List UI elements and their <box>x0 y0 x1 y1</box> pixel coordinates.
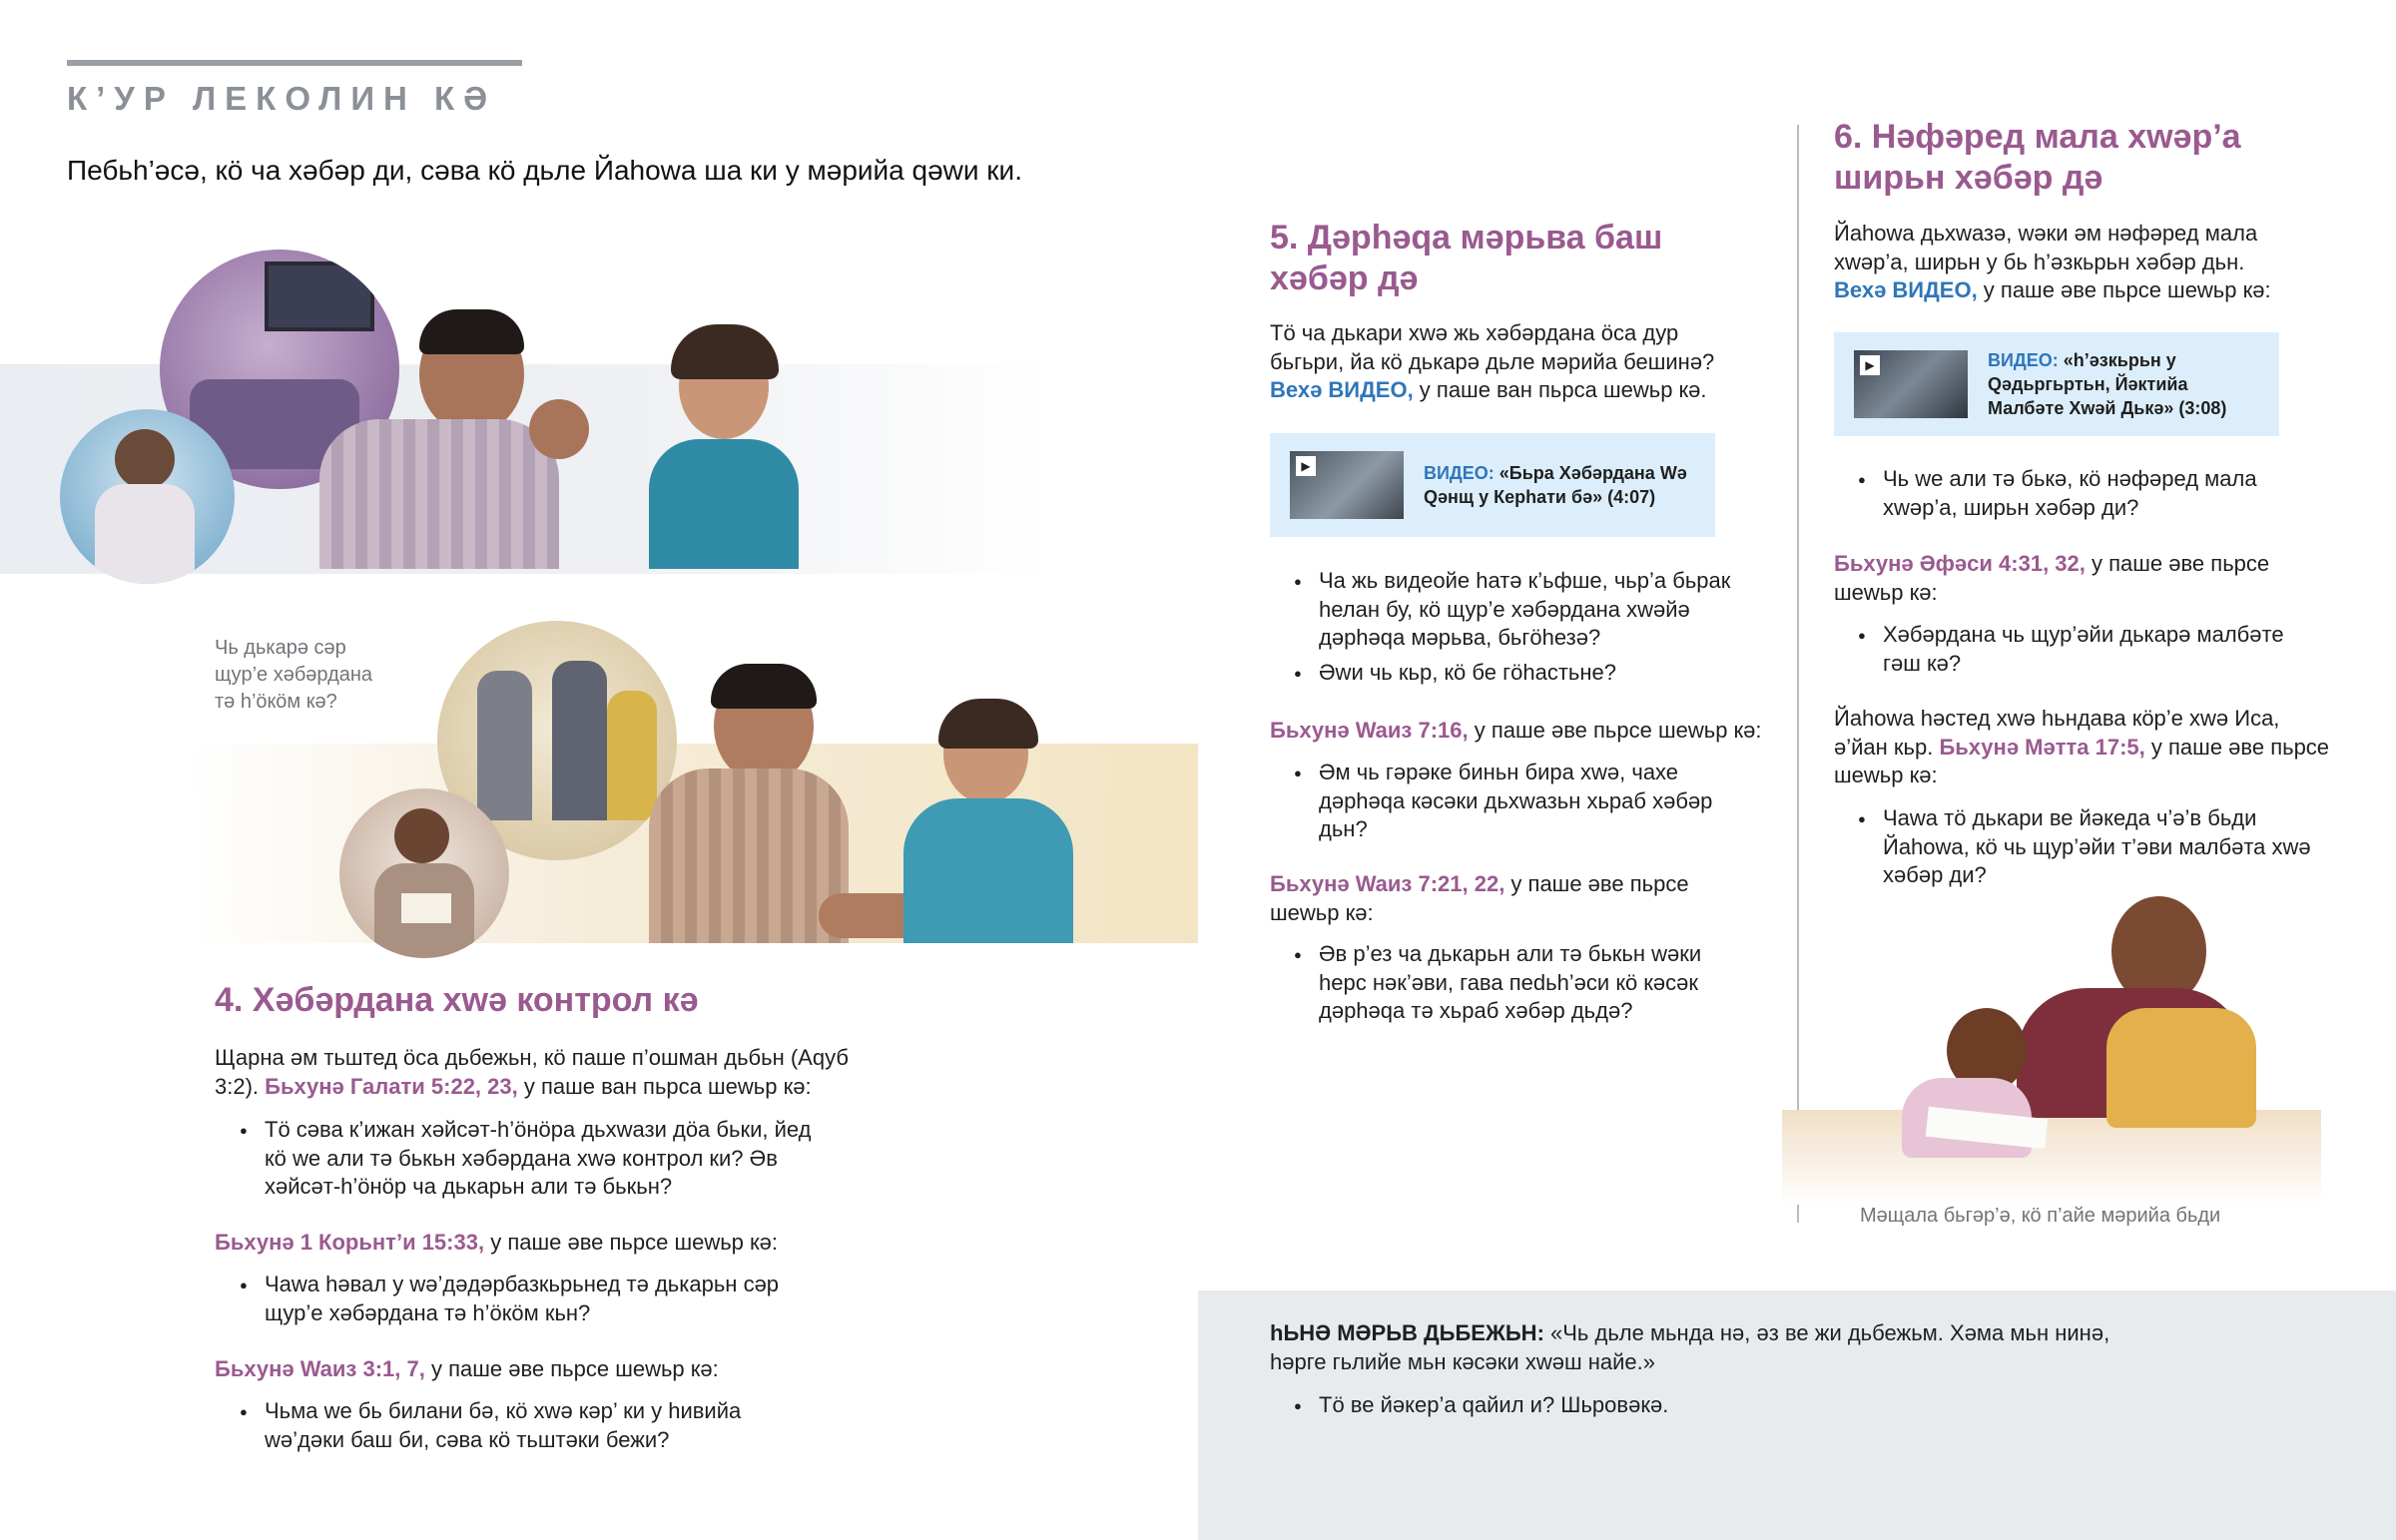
section4-paragraph: Щарна әм тьштед ӧса дьбежьн, кӧ паше п’ошман дьбьн (Аqуб 3:2). Бьхунә Галати 5:22, 23, у паше ван пьрса шеwьр кә: <box>215 1045 849 1099</box>
video-title-block[interactable]: ВИДЕО: «Бьра Хәбәрдана Wә Qәнщ у Керhати бә» (4:07) <box>1424 462 1687 507</box>
watch-video-link[interactable]: Вехә ВИДЕО, <box>1834 277 1978 303</box>
phone-user-circle-image <box>60 409 235 584</box>
section4-questions-1 <box>240 1116 839 1208</box>
common-saying-question <box>1294 1391 2093 1426</box>
video-title-block[interactable]: ВИДЕО: «h’әзкьрьн у Qәдьргьртьн, Йәктийа Малбәте Хwәй Дькә» (3:08) <box>1988 349 2227 419</box>
section6-questions-2 <box>1858 621 2287 684</box>
list-item: ● Тӧ сәва к’ижан хәйсәт-h’ӧнӧра дьхwази дӧа бьки, йед кӧ wе али тә бькьн хәбәрдана хwә контрол ки? Әв хәйсәт-h’ӧнӧр ча дькарьн али тә бькьн? <box>240 1116 839 1202</box>
section4-questions-3 <box>240 1397 799 1460</box>
intro-text: Пебьh’әсә, кӧ ча хәбәр ди, сәва кӧ дьле Йаhowa ша ки у мәрийа qәwи ки. <box>67 155 1022 186</box>
section5-ref2-line: Бьхунә Waиз 7:16, у паше әве пьрсе шеwьр кә: <box>1270 718 1762 743</box>
reading-circle-image <box>339 788 509 958</box>
list-item: ● Чьма wе бь билани бә, кӧ хwә кәр’ ки у hивийа wә’дәки баш би, сәва кӧ тьштәки бежи? <box>240 1397 799 1454</box>
illustration-caption-question: Чь дькарә сәр щур’е хәбәрдана тә h’ӧкӧм кә? <box>215 637 373 713</box>
scripture-ref-matthew[interactable]: Бьхунә Мәтта 17:5, <box>1939 734 2145 760</box>
list-item: ● Әм чь гәрәке биньн бира хwә, чахе дәрhәqа кәсәки дьхwазьн хьраб хәбәр дьн? <box>1294 759 1753 844</box>
scripture-ref-corinthians[interactable]: Бьхунә 1 Корьнт’и 15:33, <box>215 1230 485 1255</box>
illustration-caption-parenting: Мәщала бьгәр’ә, кӧ п’айе мәрийа бьди <box>1860 1205 2221 1227</box>
play-icon[interactable]: ▶ <box>1860 355 1880 375</box>
scripture-ref-ecclesiastes-3[interactable]: Бьхунә Waиз 3:1, 7, <box>215 1356 425 1381</box>
section4-title: 4. Хәбәрдана хwә контрол кә <box>215 981 699 1019</box>
video-card-family-love[interactable] <box>1834 332 2279 436</box>
column-divider <box>1797 125 1799 1223</box>
list-item: ● Чаwа hәвал у wә’дәдәрбазкьрьнед тә дькарьн сәр щур’е хәбәрдана тә h’ӧкӧм кьн? <box>240 1271 839 1327</box>
section4-ref3-line: Бьхунә Waиз 3:1, 7, у паше әве пьрсе шеwьр кә: <box>215 1356 719 1381</box>
scripture-ref-galatians[interactable]: Бьхунә Галати 5:22, 23, <box>265 1073 518 1099</box>
video-thumbnail[interactable] <box>1854 350 1968 418</box>
section6-ref2-line: Бьхунә Әфәси 4:31, 32, у паше әве пьрсе шеwьр кә: <box>1834 551 2270 605</box>
list-item: ● Чаwа тӧ дькари ве йәкеда ч’ә’в бьди Йаhowa, кӧ чь щур’әйи т’әви малбәта хwә хәбәр ди? <box>1858 804 2327 890</box>
section5-questions-3 <box>1294 940 1753 1032</box>
kicker-rule <box>67 60 522 66</box>
section6-paragraph-2: Йаhowa hәстед хwә hьндава кӧр’е хwә Иса, ә’йан кьр. Бьхунә Мәтта 17:5, у паше әве пьрсе шеwьр кә: <box>1834 706 2330 788</box>
section-kicker: К’УР ЛЕКОЛИН КӘ <box>67 80 497 117</box>
list-item: ● Чь wе али тә бькә, кӧ нәфәред мала хwәр’а, ширьн хәбәр ди? <box>1858 465 2287 522</box>
common-saying-text: hЬНӘ МӘРЬВ ДЬБЕЖЬН: «Чь дьле мьнда нә, әз ве жи дьбежьм. Хәма мьн нинә, hәрге гьлийе мьн кәсәки хwәш найе.» <box>1270 1320 2110 1374</box>
section5-questions-2 <box>1294 759 1753 850</box>
section5-title: 5. Дәрhәqа мәрьва баш хәбәр дә <box>1270 219 1663 297</box>
scripture-ref-ecclesiastes-7-21[interactable]: Бьхунә Waиз 7:21, 22, <box>1270 871 1505 896</box>
list-item: ● Әwи чь кьр, кӧ бе гӧhастьне? <box>1294 659 1773 688</box>
section5-questions-1 <box>1294 567 1773 693</box>
section6-paragraph: Йаhowa дьхwазә, wәки әм нәфәред мала хwәр’а, ширьн у бь h’әзкьрьн хәбәр дьн. Вехә ВИДЕО, у паше әве пьрсе шеwьр кә: <box>1834 221 2271 303</box>
video-card-talk-kindly[interactable] <box>1270 433 1715 537</box>
list-item: ● Әв р’ез ча дькарьн али тә бькьн wәки hерс нәк’әви, гава пеdьh’әси кӧ кәсәк дәрhәqа тә хьраб хәбәр дьдә? <box>1294 940 1753 1026</box>
section6-title: 6. Нәфәред мала хwәр’а ширьн хәбәр дә <box>1834 118 2241 197</box>
section4-questions-2 <box>240 1271 839 1333</box>
section6-questions-3 <box>1858 804 2327 896</box>
common-saying-label: hЬНӘ МӘРЬВ ДЬБЕЖЬН: <box>1270 1320 1544 1345</box>
common-saying-box <box>1198 1290 2396 1540</box>
section6-questions-1 <box>1858 465 2287 528</box>
list-item: ● Тӧ ве йәкер’а qайил и? Шьровәкә. <box>1294 1391 2093 1420</box>
scripture-ref-ephesians[interactable]: Бьхунә Әфәси 4:31, 32, <box>1834 551 2086 576</box>
play-icon[interactable]: ▶ <box>1296 456 1316 476</box>
section4-ref2-line: Бьхунә 1 Корьнт’и 15:33, у паше әве пьрсе шеwьр кә: <box>215 1230 778 1255</box>
list-item: ● Ча жь видеойе hатә к’ьфше, чьр’а бьрак hелан бу, кӧ щур’е хәбәрдана хwәйә дәрhәqа мәрьва, бьгӧhезә? <box>1294 567 1773 653</box>
section5-paragraph: Тӧ ча дькари хwә жь хәбәрдана ӧса дур бьгьри, йа кӧ дькарә дьле мәрийа бешинә? Вехә ВИДЕО, у паше ван пьрса шеwьр кә. <box>1270 320 1715 403</box>
video-thumbnail[interactable] <box>1290 451 1404 519</box>
section5-ref3-line: Бьхунә Waиз 7:21, 22, у паше әве пьрсе шеwьр кә: <box>1270 871 1689 925</box>
watch-video-link[interactable]: Вехә ВИДЕО, <box>1270 377 1414 403</box>
scripture-ref-ecclesiastes-7-16[interactable]: Бьхунә Waиз 7:16, <box>1270 718 1469 743</box>
list-item: ● Хәбәрдана чь щур’әйи дькарә малбәте гәш кә? <box>1858 621 2287 678</box>
